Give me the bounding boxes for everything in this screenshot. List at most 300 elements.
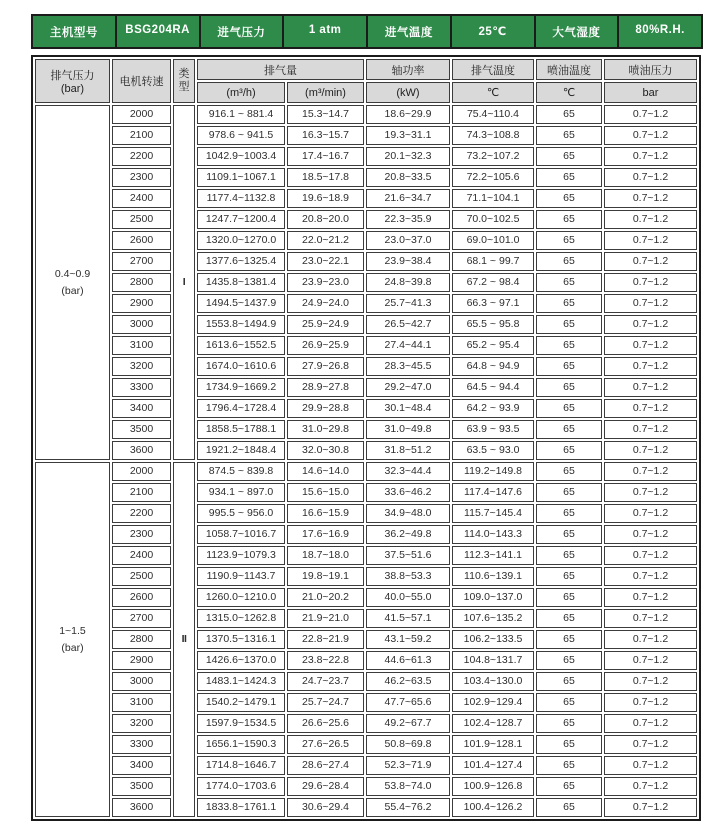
type-char-2: 型 <box>178 81 190 93</box>
table-row <box>35 231 697 250</box>
discharge-temp-cell: 101.4~127.4 <box>452 756 534 775</box>
shaft-power-cell: 27.4~44.1 <box>366 336 450 355</box>
table-row <box>35 294 697 313</box>
table-row <box>35 189 697 208</box>
unit-discharge-temp: ℃ <box>452 82 534 103</box>
discharge-temp-cell: 100.9~126.8 <box>452 777 534 796</box>
oil-temp-cell: 65 <box>536 651 602 670</box>
table-row <box>35 483 697 502</box>
oil-temp-cell: 65 <box>536 336 602 355</box>
oil-temp-cell: 65 <box>536 294 602 313</box>
discharge-temp-cell: 74.3~108.8 <box>452 126 534 145</box>
flow-m3min-cell: 22.8~21.9 <box>287 630 364 649</box>
motor-speed-cell: 3500 <box>112 420 171 439</box>
flow-m3min-cell: 32.0~30.8 <box>287 441 364 460</box>
flow-m3h-cell: 1058.7~1016.7 <box>197 525 285 544</box>
shaft-power-cell: 31.0~49.8 <box>366 420 450 439</box>
oil-temp-cell: 65 <box>536 714 602 733</box>
oil-pressure-cell: 0.7~1.2 <box>604 798 697 817</box>
shaft-power-cell: 53.8~74.0 <box>366 777 450 796</box>
pressure-range-unit: (bar) <box>61 284 84 297</box>
col-header-shaft-power: 轴功率 <box>366 59 450 80</box>
shaft-power-cell: 40.0~55.0 <box>366 588 450 607</box>
shaft-power-cell: 38.8~53.3 <box>366 567 450 586</box>
flow-m3h-cell: 1109.1~1067.1 <box>197 168 285 187</box>
discharge-pressure-label: 排气压力 <box>50 70 95 82</box>
motor-speed-cell: 3100 <box>112 336 171 355</box>
flow-m3h-cell: 1260.0~1210.0 <box>197 588 285 607</box>
flow-m3min-cell: 21.9~21.0 <box>287 609 364 628</box>
flow-m3h-cell: 1042.9~1003.4 <box>197 147 285 166</box>
flow-m3min-cell: 30.6~29.4 <box>287 798 364 817</box>
motor-speed-cell: 2400 <box>112 189 171 208</box>
shaft-power-cell: 23.9~38.4 <box>366 252 450 271</box>
flow-m3h-cell: 1833.8~1761.1 <box>197 798 285 817</box>
motor-speed-cell: 3200 <box>112 714 171 733</box>
oil-temp-cell: 65 <box>536 693 602 712</box>
table-row <box>35 567 697 586</box>
oil-pressure-cell: 0.7~1.2 <box>604 441 697 460</box>
flow-m3h-cell: 1921.2~1848.4 <box>197 441 285 460</box>
table-row <box>35 504 697 523</box>
discharge-temp-cell: 102.4~128.7 <box>452 714 534 733</box>
oil-pressure-cell: 0.7~1.2 <box>604 315 697 334</box>
oil-pressure-cell: 0.7~1.2 <box>604 609 697 628</box>
oil-pressure-cell: 0.7~1.2 <box>604 693 697 712</box>
motor-speed-cell: 3400 <box>112 756 171 775</box>
discharge-temp-cell: 64.8 ~ 94.9 <box>452 357 534 376</box>
flow-m3h-cell: 1483.1~1424.3 <box>197 672 285 691</box>
flow-m3h-cell: 1494.5~1437.9 <box>197 294 285 313</box>
oil-pressure-cell: 0.7~1.2 <box>604 504 697 523</box>
flow-m3min-cell: 16.6~15.9 <box>287 504 364 523</box>
oil-temp-cell: 65 <box>536 189 602 208</box>
flow-m3h-cell: 1613.6~1552.5 <box>197 336 285 355</box>
flow-m3min-cell: 31.0~29.8 <box>287 420 364 439</box>
discharge-temp-cell: 73.2~107.2 <box>452 147 534 166</box>
flow-m3h-cell: 874.5 ~ 839.8 <box>197 462 285 481</box>
motor-speed-cell: 3600 <box>112 441 171 460</box>
type-cell: II <box>173 462 195 817</box>
flow-m3h-cell: 916.1 ~ 881.4 <box>197 105 285 124</box>
table-row <box>35 630 697 649</box>
oil-temp-cell: 65 <box>536 588 602 607</box>
motor-speed-cell: 2000 <box>112 462 171 481</box>
shaft-power-cell: 41.5~57.1 <box>366 609 450 628</box>
flow-m3h-cell: 1858.5~1788.1 <box>197 420 285 439</box>
flow-m3min-cell: 25.7~24.7 <box>287 693 364 712</box>
unit-oil-temp: ℃ <box>536 82 602 103</box>
motor-speed-cell: 2600 <box>112 588 171 607</box>
shaft-power-cell: 37.5~51.6 <box>366 546 450 565</box>
oil-pressure-cell: 0.7~1.2 <box>604 651 697 670</box>
discharge-temp-cell: 64.5 ~ 94.4 <box>452 378 534 397</box>
oil-temp-cell: 65 <box>536 546 602 565</box>
flow-m3h-cell: 1540.2~1479.1 <box>197 693 285 712</box>
flow-m3h-cell: 1123.9~1079.3 <box>197 546 285 565</box>
intake-temp-value: 25℃ <box>452 16 536 47</box>
shaft-power-cell: 52.3~71.9 <box>366 756 450 775</box>
motor-speed-cell: 2700 <box>112 252 171 271</box>
motor-speed-cell: 3300 <box>112 378 171 397</box>
oil-pressure-cell: 0.7~1.2 <box>604 483 697 502</box>
discharge-temp-cell: 71.1~104.1 <box>452 189 534 208</box>
shaft-power-cell: 28.3~45.5 <box>366 357 450 376</box>
flow-m3min-cell: 21.0~20.2 <box>287 588 364 607</box>
oil-temp-cell: 65 <box>536 168 602 187</box>
machine-model-value: BSG204RA <box>117 16 201 47</box>
discharge-temp-cell: 117.4~147.6 <box>452 483 534 502</box>
shaft-power-cell: 25.7~41.3 <box>366 294 450 313</box>
table-row <box>35 525 697 544</box>
flow-m3h-cell: 1370.5~1316.1 <box>197 630 285 649</box>
oil-pressure-cell: 0.7~1.2 <box>604 294 697 313</box>
discharge-temp-cell: 67.2 ~ 98.4 <box>452 273 534 292</box>
flow-m3h-cell: 1714.8~1646.7 <box>197 756 285 775</box>
motor-speed-cell: 2800 <box>112 273 171 292</box>
shaft-power-cell: 18.6~29.9 <box>366 105 450 124</box>
motor-speed-cell: 2600 <box>112 231 171 250</box>
flow-m3min-cell: 28.6~27.4 <box>287 756 364 775</box>
oil-pressure-cell: 0.7~1.2 <box>604 357 697 376</box>
oil-temp-cell: 65 <box>536 210 602 229</box>
oil-temp-cell: 65 <box>536 105 602 124</box>
unit-oil-pressure: bar <box>604 82 697 103</box>
table-row <box>35 735 697 754</box>
flow-m3min-cell: 22.0~21.2 <box>287 231 364 250</box>
shaft-power-cell: 50.8~69.8 <box>366 735 450 754</box>
motor-speed-cell: 2400 <box>112 546 171 565</box>
motor-speed-cell: 2900 <box>112 294 171 313</box>
table-row <box>35 378 697 397</box>
oil-pressure-cell: 0.7~1.2 <box>604 420 697 439</box>
spec-table-head <box>35 59 697 103</box>
table-row <box>35 588 697 607</box>
motor-speed-cell: 2200 <box>112 147 171 166</box>
oil-temp-cell: 65 <box>536 357 602 376</box>
discharge-temp-cell: 109.0~137.0 <box>452 588 534 607</box>
discharge-temp-cell: 106.2~133.5 <box>452 630 534 649</box>
flow-m3min-cell: 24.9~24.0 <box>287 294 364 313</box>
oil-pressure-cell: 0.7~1.2 <box>604 210 697 229</box>
flow-m3min-cell: 29.6~28.4 <box>287 777 364 796</box>
oil-pressure-cell: 0.7~1.2 <box>604 630 697 649</box>
flow-m3min-cell: 28.9~27.8 <box>287 378 364 397</box>
discharge-temp-cell: 107.6~135.2 <box>452 609 534 628</box>
oil-temp-cell: 65 <box>536 231 602 250</box>
oil-pressure-cell: 0.7~1.2 <box>604 378 697 397</box>
discharge-temp-cell: 68.1 ~ 99.7 <box>452 252 534 271</box>
shaft-power-cell: 23.0~37.0 <box>366 231 450 250</box>
oil-temp-cell: 65 <box>536 630 602 649</box>
table-row <box>35 399 697 418</box>
flow-m3min-cell: 19.6~18.9 <box>287 189 364 208</box>
flow-m3h-cell: 995.5 ~ 956.0 <box>197 504 285 523</box>
motor-speed-cell: 2100 <box>112 126 171 145</box>
motor-speed-cell: 2100 <box>112 483 171 502</box>
motor-speed-cell: 2500 <box>112 210 171 229</box>
type-cell: I <box>173 105 195 460</box>
discharge-temp-cell: 119.2~149.8 <box>452 462 534 481</box>
flow-m3min-cell: 29.9~28.8 <box>287 399 364 418</box>
discharge-temp-cell: 70.0~102.5 <box>452 210 534 229</box>
table-row <box>35 777 697 796</box>
flow-m3min-cell: 27.9~26.8 <box>287 357 364 376</box>
oil-pressure-cell: 0.7~1.2 <box>604 672 697 691</box>
discharge-temp-cell: 104.8~131.7 <box>452 651 534 670</box>
table-row <box>35 105 697 124</box>
spec-table <box>31 55 701 821</box>
shaft-power-cell: 20.8~33.5 <box>366 168 450 187</box>
flow-m3min-cell: 23.9~23.0 <box>287 273 364 292</box>
col-header-oil-temp: 喷油温度 <box>536 59 602 80</box>
discharge-temp-cell: 65.5 ~ 95.8 <box>452 315 534 334</box>
humidity-value: 80%R.H. <box>635 24 685 36</box>
flow-m3h-cell: 934.1 ~ 897.0 <box>197 483 285 502</box>
oil-pressure-cell: 0.7~1.2 <box>604 735 697 754</box>
unit-shaft-power: (kW) <box>366 82 450 103</box>
discharge-temp-cell: 65.2 ~ 95.4 <box>452 336 534 355</box>
shaft-power-cell: 44.6~61.3 <box>366 651 450 670</box>
table-row <box>35 315 697 334</box>
motor-speed-cell: 2300 <box>112 525 171 544</box>
machine-model-label: 主机型号 <box>33 16 117 47</box>
oil-temp-cell: 65 <box>536 504 602 523</box>
discharge-temp-cell: 63.5 ~ 93.0 <box>452 441 534 460</box>
flow-m3min-cell: 15.6~15.0 <box>287 483 364 502</box>
flow-m3min-cell: 25.9~24.9 <box>287 315 364 334</box>
table-row <box>35 252 697 271</box>
machine-info-bar <box>31 14 703 49</box>
shaft-power-cell: 32.3~44.4 <box>366 462 450 481</box>
pressure-range-value: 0.4~0.9 <box>54 267 91 280</box>
discharge-temp-cell: 114.0~143.3 <box>452 525 534 544</box>
shaft-power-cell: 19.3~31.1 <box>366 126 450 145</box>
flow-m3min-cell: 26.6~25.6 <box>287 714 364 733</box>
flow-m3min-cell: 23.0~22.1 <box>287 252 364 271</box>
oil-temp-cell: 65 <box>536 756 602 775</box>
oil-pressure-cell: 0.7~1.2 <box>604 567 697 586</box>
motor-speed-cell: 3100 <box>112 693 171 712</box>
oil-temp-cell: 65 <box>536 441 602 460</box>
motor-speed-cell: 2800 <box>112 630 171 649</box>
pressure-range-unit: (bar) <box>61 641 84 654</box>
flow-m3h-cell: 1426.6~1370.0 <box>197 651 285 670</box>
flow-m3min-cell: 24.7~23.7 <box>287 672 364 691</box>
flow-m3h-cell: 1734.9~1669.2 <box>197 378 285 397</box>
table-row <box>35 273 697 292</box>
table-row <box>35 609 697 628</box>
table-row <box>35 336 697 355</box>
motor-speed-cell: 2000 <box>112 105 171 124</box>
discharge-temp-cell: 110.6~139.1 <box>452 567 534 586</box>
flow-m3min-cell: 19.8~19.1 <box>287 567 364 586</box>
pressure-range-cell <box>35 105 110 460</box>
intake-pressure-value: 1 atm <box>284 16 368 47</box>
discharge-temp-cell: 103.4~130.0 <box>452 672 534 691</box>
flow-m3h-cell: 1597.9~1534.5 <box>197 714 285 733</box>
discharge-temp-cell: 101.9~128.1 <box>452 735 534 754</box>
motor-speed-cell: 2500 <box>112 567 171 586</box>
shaft-power-cell: 49.2~67.7 <box>366 714 450 733</box>
shaft-power-cell: 30.1~48.4 <box>366 399 450 418</box>
unit-volume-min: (m³/min) <box>287 82 364 103</box>
discharge-temp-cell: 112.3~141.1 <box>452 546 534 565</box>
flow-m3h-cell: 1435.8~1381.4 <box>197 273 285 292</box>
table-row <box>35 546 697 565</box>
oil-temp-cell: 65 <box>536 672 602 691</box>
table-row <box>35 168 697 187</box>
table-row <box>35 798 697 817</box>
flow-m3min-cell: 17.4~16.7 <box>287 147 364 166</box>
oil-temp-cell: 65 <box>536 798 602 817</box>
table-row <box>35 672 697 691</box>
oil-pressure-cell: 0.7~1.2 <box>604 588 697 607</box>
oil-pressure-cell: 0.7~1.2 <box>604 273 697 292</box>
flow-m3h-cell: 1320.0~1270.0 <box>197 231 285 250</box>
discharge-temp-cell: 63.9 ~ 93.5 <box>452 420 534 439</box>
oil-pressure-cell: 0.7~1.2 <box>604 252 697 271</box>
type-char-1: 类 <box>178 67 190 80</box>
flow-m3h-cell: 1177.4~1132.8 <box>197 189 285 208</box>
shaft-power-cell: 22.3~35.9 <box>366 210 450 229</box>
col-header-oil-pressure: 喷油压力 <box>604 59 697 80</box>
flow-m3min-cell: 17.6~16.9 <box>287 525 364 544</box>
motor-speed-cell: 2900 <box>112 651 171 670</box>
table-row <box>35 651 697 670</box>
shaft-power-cell: 46.2~63.5 <box>366 672 450 691</box>
oil-pressure-cell: 0.7~1.2 <box>604 189 697 208</box>
shaft-power-cell: 55.4~76.2 <box>366 798 450 817</box>
shaft-power-cell: 33.6~46.2 <box>366 483 450 502</box>
shaft-power-cell: 29.2~47.0 <box>366 378 450 397</box>
discharge-temp-cell: 66.3 ~ 97.1 <box>452 294 534 313</box>
table-row <box>35 462 697 481</box>
col-header-motor-speed: 电机转速 <box>112 59 171 103</box>
discharge-temp-cell: 102.9~129.4 <box>452 693 534 712</box>
oil-pressure-cell: 0.7~1.2 <box>604 147 697 166</box>
table-row <box>35 126 697 145</box>
shaft-power-cell: 36.2~49.8 <box>366 525 450 544</box>
oil-pressure-cell: 0.7~1.2 <box>604 525 697 544</box>
motor-speed-cell: 3400 <box>112 399 171 418</box>
flow-m3h-cell: 1553.8~1494.9 <box>197 315 285 334</box>
flow-m3h-cell: 1190.9~1143.7 <box>197 567 285 586</box>
unit-volume-h: (m³/h) <box>197 82 285 103</box>
table-row <box>35 714 697 733</box>
oil-temp-cell: 65 <box>536 273 602 292</box>
oil-temp-cell: 65 <box>536 567 602 586</box>
oil-temp-cell: 65 <box>536 147 602 166</box>
humidity-label: 大气湿度 <box>536 16 620 47</box>
flow-m3min-cell: 14.6~14.0 <box>287 462 364 481</box>
oil-pressure-cell: 0.7~1.2 <box>604 126 697 145</box>
shaft-power-cell: 47.7~65.6 <box>366 693 450 712</box>
flow-m3min-cell: 16.3~15.7 <box>287 126 364 145</box>
flow-m3min-cell: 15.3~14.7 <box>287 105 364 124</box>
discharge-temp-cell: 72.2~105.6 <box>452 168 534 187</box>
motor-speed-cell: 2200 <box>112 504 171 523</box>
table-row <box>35 147 697 166</box>
intake-pressure-label: 进气压力 <box>201 16 285 47</box>
motor-speed-cell: 2300 <box>112 168 171 187</box>
oil-pressure-cell: 0.7~1.2 <box>604 546 697 565</box>
discharge-temp-cell: 100.4~126.2 <box>452 798 534 817</box>
flow-m3h-cell: 1247.7~1200.4 <box>197 210 285 229</box>
oil-temp-cell: 65 <box>536 462 602 481</box>
oil-pressure-cell: 0.7~1.2 <box>604 756 697 775</box>
table-row <box>35 693 697 712</box>
oil-temp-cell: 65 <box>536 420 602 439</box>
intake-temp-label: 进气温度 <box>368 16 452 47</box>
col-header-discharge-volume: 排气量 <box>197 59 364 80</box>
col-header-discharge-pressure <box>35 59 110 103</box>
oil-temp-cell: 65 <box>536 525 602 544</box>
table-row <box>35 756 697 775</box>
oil-temp-cell: 65 <box>536 735 602 754</box>
oil-temp-cell: 65 <box>536 399 602 418</box>
oil-temp-cell: 65 <box>536 777 602 796</box>
oil-pressure-cell: 0.7~1.2 <box>604 777 697 796</box>
oil-pressure-cell: 0.7~1.2 <box>604 462 697 481</box>
oil-temp-cell: 65 <box>536 378 602 397</box>
flow-m3h-cell: 978.6 ~ 941.5 <box>197 126 285 145</box>
discharge-temp-cell: 69.0~101.0 <box>452 231 534 250</box>
flow-m3min-cell: 18.5~17.8 <box>287 168 364 187</box>
flow-m3h-cell: 1674.0~1610.6 <box>197 357 285 376</box>
motor-speed-cell: 3000 <box>112 672 171 691</box>
col-header-discharge-temp: 排气温度 <box>452 59 534 80</box>
flow-m3min-cell: 26.9~25.9 <box>287 336 364 355</box>
discharge-temp-cell: 75.4~110.4 <box>452 105 534 124</box>
shaft-power-cell: 34.9~48.0 <box>366 504 450 523</box>
pressure-range-cell <box>35 462 110 817</box>
table-row <box>35 420 697 439</box>
motor-speed-cell: 3200 <box>112 357 171 376</box>
flow-m3h-cell: 1774.0~1703.6 <box>197 777 285 796</box>
motor-speed-cell: 3000 <box>112 315 171 334</box>
shaft-power-cell: 26.5~42.7 <box>366 315 450 334</box>
discharge-pressure-unit: (bar) <box>60 83 85 95</box>
flow-m3min-cell: 27.6~26.5 <box>287 735 364 754</box>
table-row <box>35 210 697 229</box>
discharge-temp-cell: 115.7~145.4 <box>452 504 534 523</box>
motor-speed-cell: 2700 <box>112 609 171 628</box>
shaft-power-cell: 20.1~32.3 <box>366 147 450 166</box>
flow-m3h-cell: 1656.1~1590.3 <box>197 735 285 754</box>
motor-speed-cell: 3500 <box>112 777 171 796</box>
flow-m3h-cell: 1796.4~1728.4 <box>197 399 285 418</box>
discharge-temp-cell: 64.2 ~ 93.9 <box>452 399 534 418</box>
motor-speed-cell: 3300 <box>112 735 171 754</box>
flow-m3h-cell: 1315.0~1262.8 <box>197 609 285 628</box>
oil-temp-cell: 65 <box>536 126 602 145</box>
oil-pressure-cell: 0.7~1.2 <box>604 399 697 418</box>
flow-m3h-cell: 1377.6~1325.4 <box>197 252 285 271</box>
oil-pressure-cell: 0.7~1.2 <box>604 336 697 355</box>
oil-pressure-cell: 0.7~1.2 <box>604 714 697 733</box>
shaft-power-cell: 24.8~39.8 <box>366 273 450 292</box>
oil-temp-cell: 65 <box>536 315 602 334</box>
col-header-type <box>173 59 195 103</box>
pressure-range-value: 1~1.5 <box>59 624 86 637</box>
oil-pressure-cell: 0.7~1.2 <box>604 231 697 250</box>
oil-temp-cell: 65 <box>536 483 602 502</box>
shaft-power-cell: 31.8~51.2 <box>366 441 450 460</box>
oil-temp-cell: 65 <box>536 609 602 628</box>
shaft-power-cell: 43.1~59.2 <box>366 630 450 649</box>
table-row <box>35 441 697 460</box>
